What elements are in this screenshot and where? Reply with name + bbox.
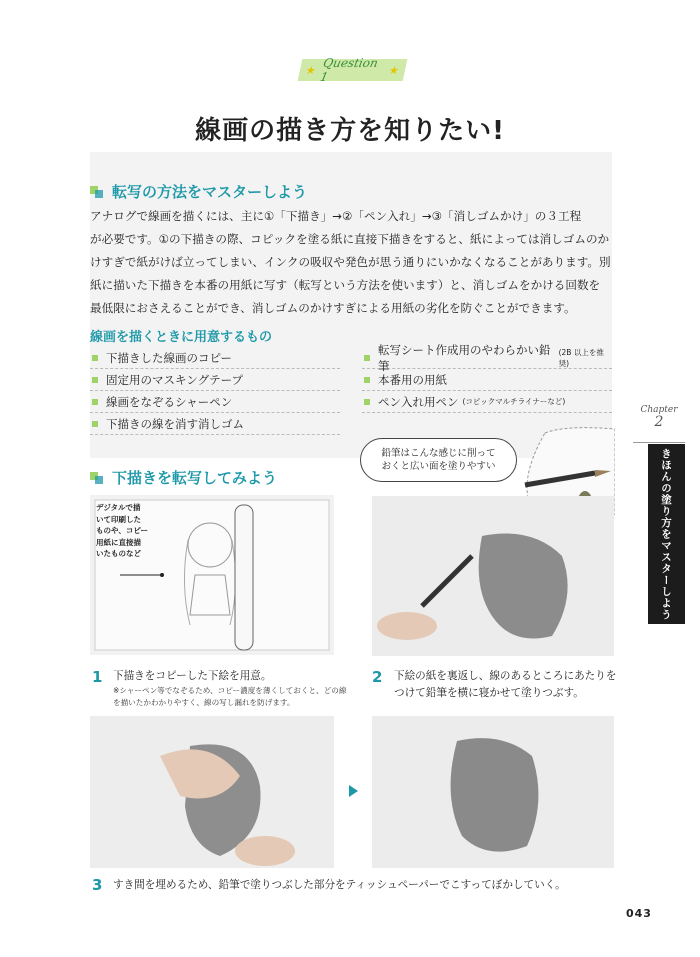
body-line: アナログで線画を描くには、主に①「下描き」→②「ペン入れ」→③「消しゴムかけ」の３工程 xyxy=(90,209,582,223)
prep-list-right xyxy=(362,342,612,413)
question-tag xyxy=(298,56,408,84)
step3-text: すき間を埋めるため、鉛筆で塗りつぶした部分をティッシュペーパーでこすってぼかしていく。 xyxy=(113,879,566,891)
section1-heading xyxy=(90,181,307,202)
pencil-shading-photo xyxy=(372,496,614,656)
page-number: 043 xyxy=(626,907,652,920)
section1-heading-text: 転写の方法をマスターしよう xyxy=(112,183,308,201)
list-item: 線画をなぞるシャーペン xyxy=(90,391,340,413)
list-item: ペン入れ用ペン (コピックマルチライナーなど) xyxy=(362,391,612,413)
step-number: 2 xyxy=(372,668,383,686)
step1-text: 下描きをコピーした下絵を用意。 xyxy=(113,670,272,682)
tissue-blending-photo xyxy=(90,716,334,868)
section2-heading xyxy=(90,467,277,488)
list-item: 固定用のマスキングテープ xyxy=(90,369,340,391)
blended-shading-photo xyxy=(372,716,614,868)
section1-body xyxy=(90,205,620,320)
step2-text: 下絵の紙を裏返し、線のあるところにあたりを つけて鉛筆を横に寝かせて塗りつぶす。 xyxy=(394,670,617,699)
prep-list-left xyxy=(90,347,340,435)
chapter-divider xyxy=(633,442,685,443)
arrow-right-icon xyxy=(349,785,358,797)
star-icon: ★ xyxy=(387,63,401,77)
section-marker-icon xyxy=(90,186,104,198)
question-tag-label: Question 1 xyxy=(318,56,380,84)
step3-image-left xyxy=(90,716,334,868)
step3-image-right xyxy=(372,716,614,868)
step2-image xyxy=(372,496,614,656)
star-icon: ★ xyxy=(304,63,318,77)
list-item: 本番用の用紙 xyxy=(362,369,612,391)
list-item: 転写シート作成用のやわらかい鉛筆 (2B 以上を推奨) xyxy=(362,347,612,369)
body-line: が必要です。①の下描きの際、コピックを塗る紙に直接下描きをすると、紙によっては消しゴムのか xyxy=(90,232,610,246)
step-number: 1 xyxy=(92,668,103,686)
page-title: 線画の描き方を知りたい! xyxy=(195,116,505,146)
list-item: 下描きした線画のコピー xyxy=(90,347,340,369)
speech-bubble: 鉛筆はこんな感じに削って おくと広い面を塗りやすい xyxy=(360,438,517,482)
section-marker-icon xyxy=(90,472,104,484)
body-line: けすぎで紙がけば立ってしまい、インクの吸収や発色が思う通りにいかなくなることがあります。別 xyxy=(90,255,611,269)
step-number: 3 xyxy=(92,876,103,894)
body-line: 最低限におさえることができ、消しゴムのかけすぎによる用紙の劣化を防ぐことができます。 xyxy=(90,301,576,315)
step1-note: ※シャーペン等でなぞるため、コピー濃度を薄くしておくと、どの線 を描いたかわかりやすく、線の写し漏れを防げます。 xyxy=(113,686,347,707)
chapter-marker: Chapter 2 xyxy=(640,405,678,430)
chapter-tab: きほんの塗り方をマスターしよう xyxy=(648,444,685,624)
prep-title: 線画を描くときに用意するもの xyxy=(90,330,273,345)
body-line: 紙に描いた下描きを本番の用紙に写す（転写という方法を使います）と、消しゴムをかける回数を xyxy=(90,278,601,292)
list-item: 下描きの線を消す消しゴム xyxy=(90,413,340,435)
section2-heading-text: 下描きを転写してみよう xyxy=(112,469,278,487)
sketch-note: デジタルで描 いて印刷した ものや、コピー 用紙に直接描 いたものなど xyxy=(96,503,149,558)
